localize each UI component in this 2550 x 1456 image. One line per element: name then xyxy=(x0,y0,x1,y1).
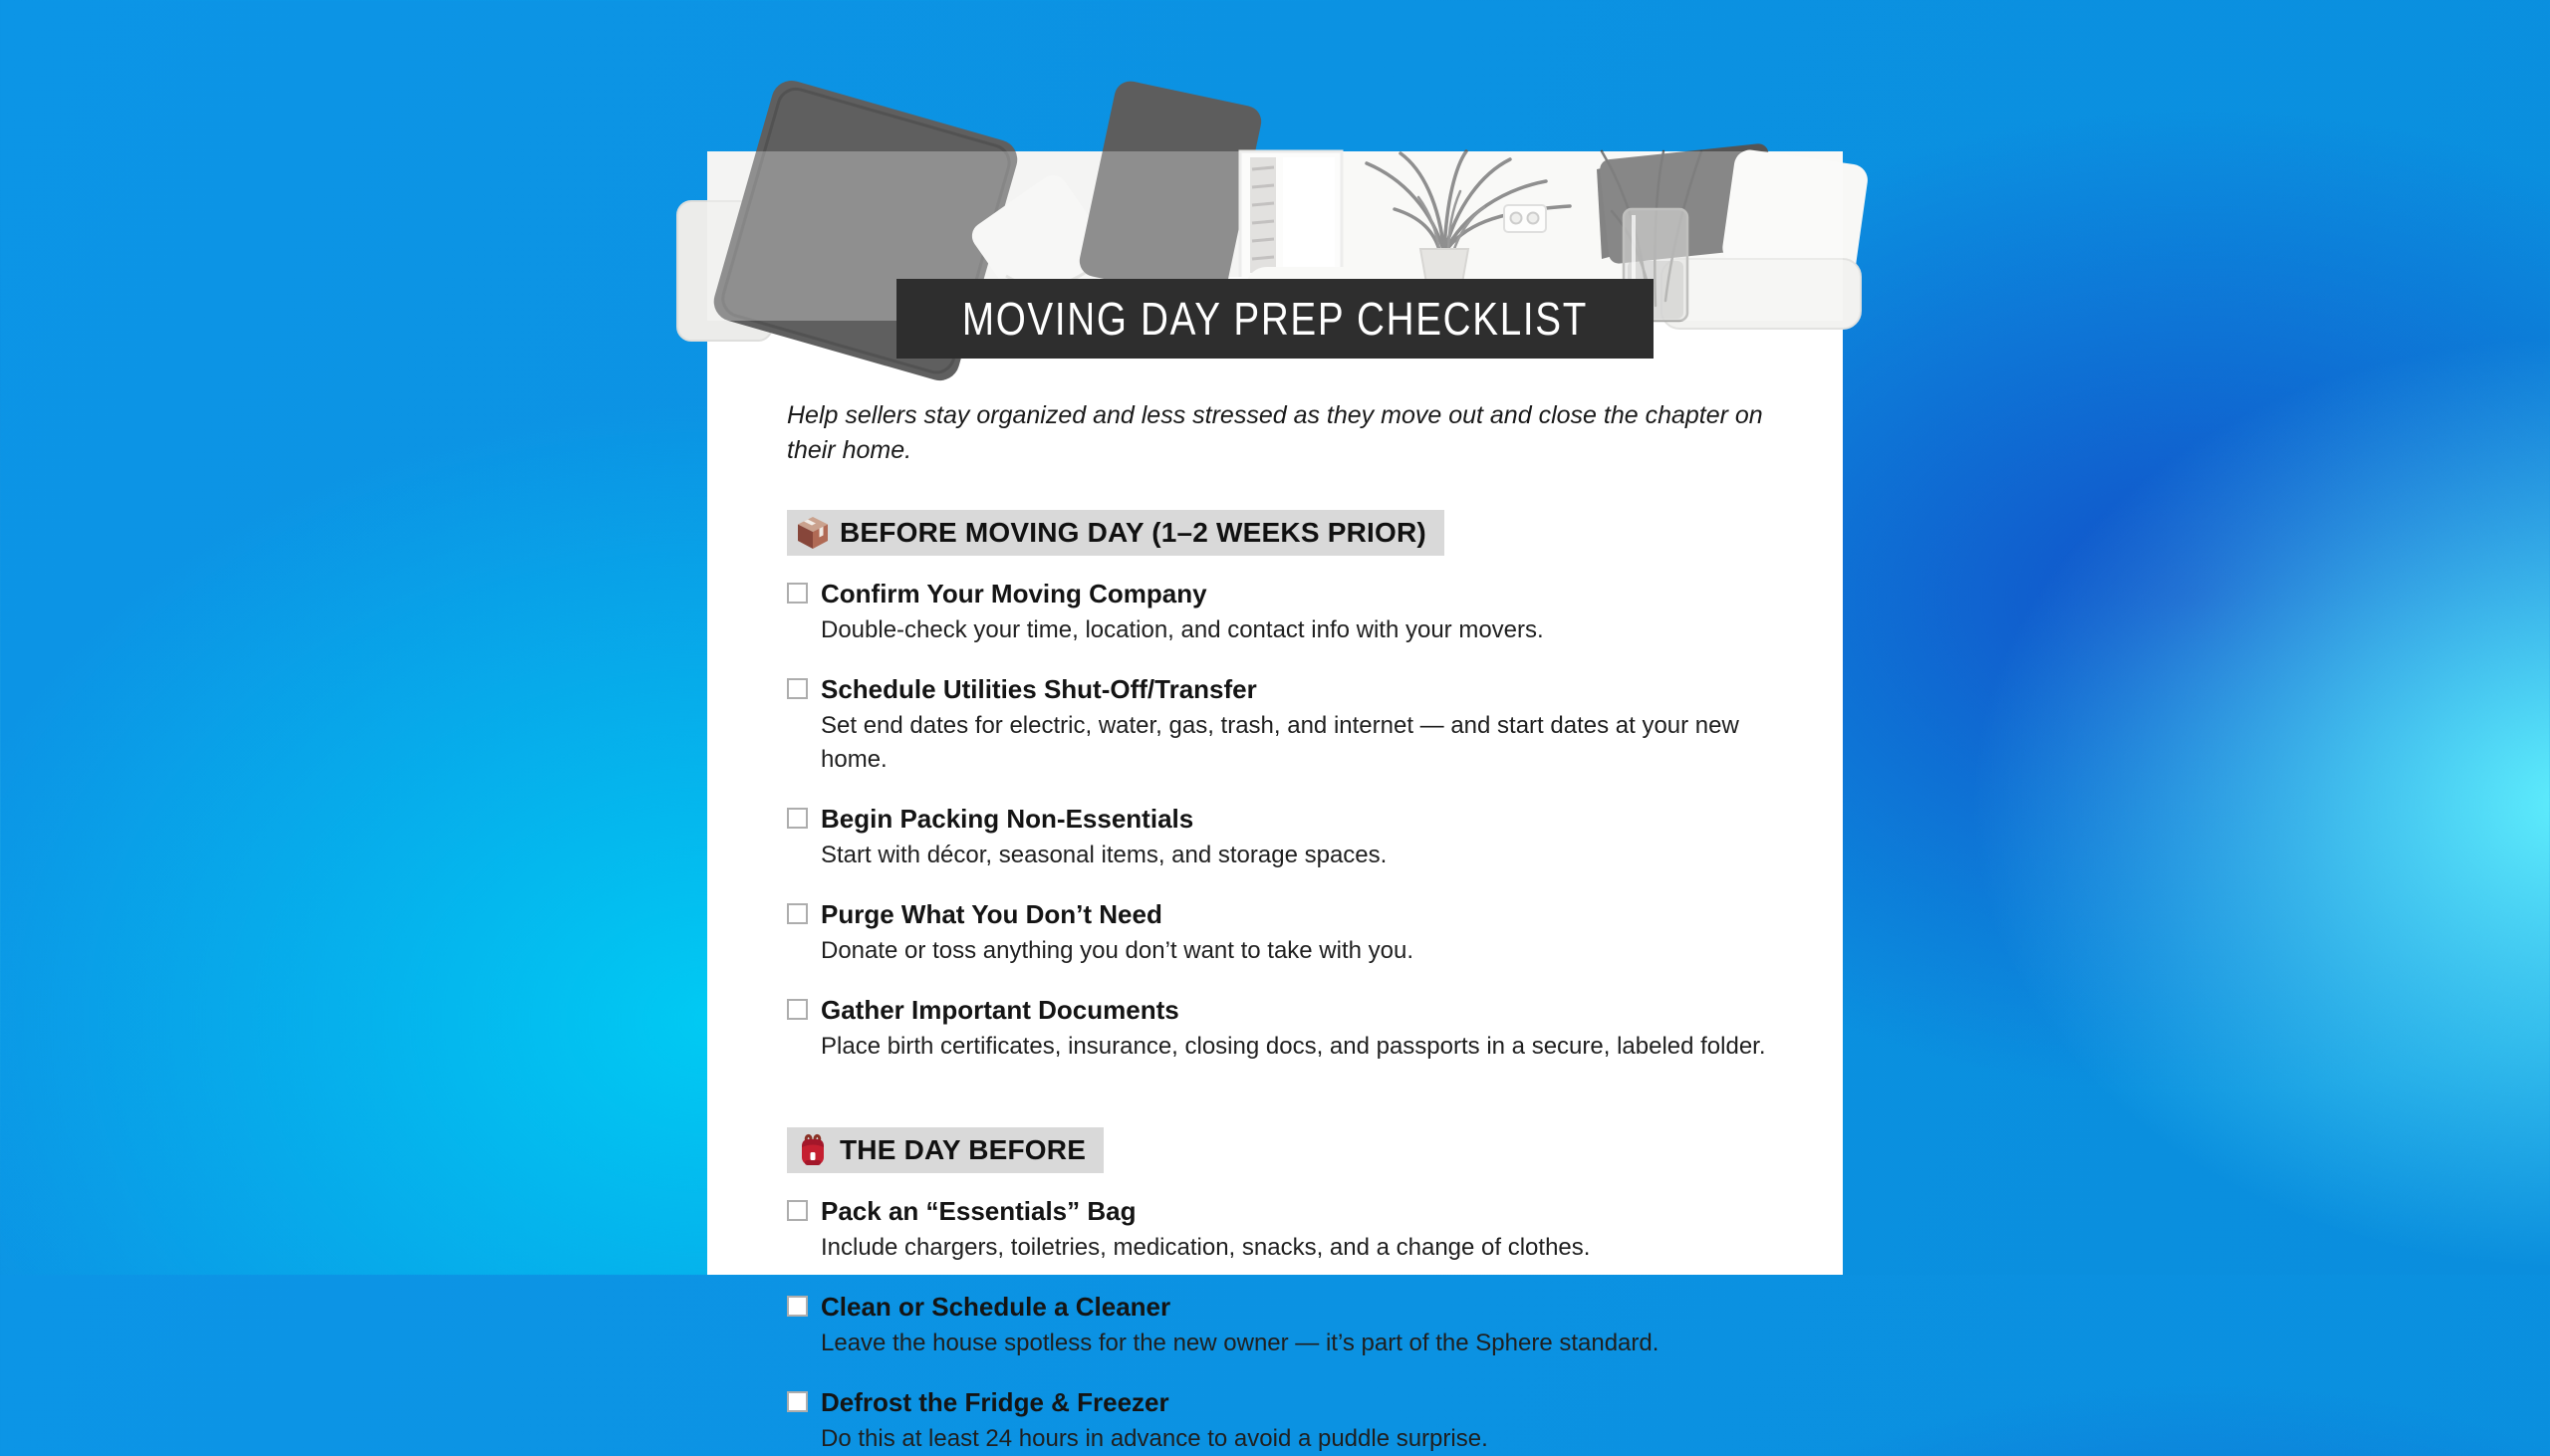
package-icon xyxy=(795,515,831,551)
item-description: Donate or toss anything you don’t want to take with you. xyxy=(821,937,1414,964)
document-body xyxy=(707,321,1843,1456)
document-title: MOVING DAY PREP CHECKLIST xyxy=(961,293,1589,345)
item-label: Defrost the Fridge & Freezer xyxy=(821,1387,1169,1417)
checklist-item xyxy=(787,1195,1803,1265)
item-description: Start with décor, seasonal items, and storage spaces. xyxy=(821,842,1388,868)
backpack-icon xyxy=(795,1132,831,1168)
item-label: Clean or Schedule a Cleaner xyxy=(821,1292,1171,1322)
item-description: Set end dates for electric, water, gas, trash, and internet — and start dates at your new home. xyxy=(821,712,1739,773)
item-description: Leave the house spotless for the new owner — it’s part of the Sphere standard. xyxy=(821,1330,1659,1356)
section-header-before-moving-day xyxy=(787,510,1444,556)
checkbox[interactable] xyxy=(787,903,808,924)
item-label: Pack an “Essentials” Bag xyxy=(821,1196,1137,1226)
document-subtitle: Help sellers stay organized and less stressed as they move out and close the chapter on their home. xyxy=(787,401,1763,464)
checkbox[interactable] xyxy=(787,678,808,699)
item-label: Purge What You Don’t Need xyxy=(821,899,1162,929)
item-description: Double-check your time, location, and contact info with your movers. xyxy=(821,616,1544,643)
checkbox[interactable] xyxy=(787,1391,808,1412)
header-photo xyxy=(707,151,1843,345)
checklist-item xyxy=(787,673,1803,777)
checklist-item xyxy=(787,994,1803,1064)
checklist-document xyxy=(707,151,1843,1452)
item-description: Include chargers, toiletries, medication, snacks, and a change of clothes. xyxy=(821,1234,1591,1261)
section-title: THE DAY BEFORE xyxy=(840,1134,1087,1165)
checkbox[interactable] xyxy=(787,808,808,829)
item-label: Schedule Utilities Shut-Off/Transfer xyxy=(821,674,1257,704)
checkbox[interactable] xyxy=(787,583,808,604)
checklist-item xyxy=(787,578,1803,647)
checkbox[interactable] xyxy=(787,999,808,1020)
checklist-item xyxy=(787,1386,1803,1456)
checklist-item xyxy=(787,1291,1803,1360)
item-description: Place birth certificates, insurance, closing docs, and passports in a secure, labeled folder. xyxy=(821,1033,1766,1060)
checklist-item xyxy=(787,803,1803,872)
item-label: Confirm Your Moving Company xyxy=(821,579,1207,608)
section-title: BEFORE MOVING DAY (1–2 WEEKS PRIOR) xyxy=(840,517,1426,548)
checkbox[interactable] xyxy=(787,1296,808,1317)
item-description: Do this at least 24 hours in advance to avoid a puddle surprise. xyxy=(821,1425,1488,1452)
document-title-bar xyxy=(896,279,1654,359)
checkbox[interactable] xyxy=(787,1200,808,1221)
section-header-the-day-before xyxy=(787,1127,1104,1173)
checklist-item xyxy=(787,898,1803,968)
item-label: Begin Packing Non-Essentials xyxy=(821,804,1194,834)
item-label: Gather Important Documents xyxy=(821,995,1179,1025)
